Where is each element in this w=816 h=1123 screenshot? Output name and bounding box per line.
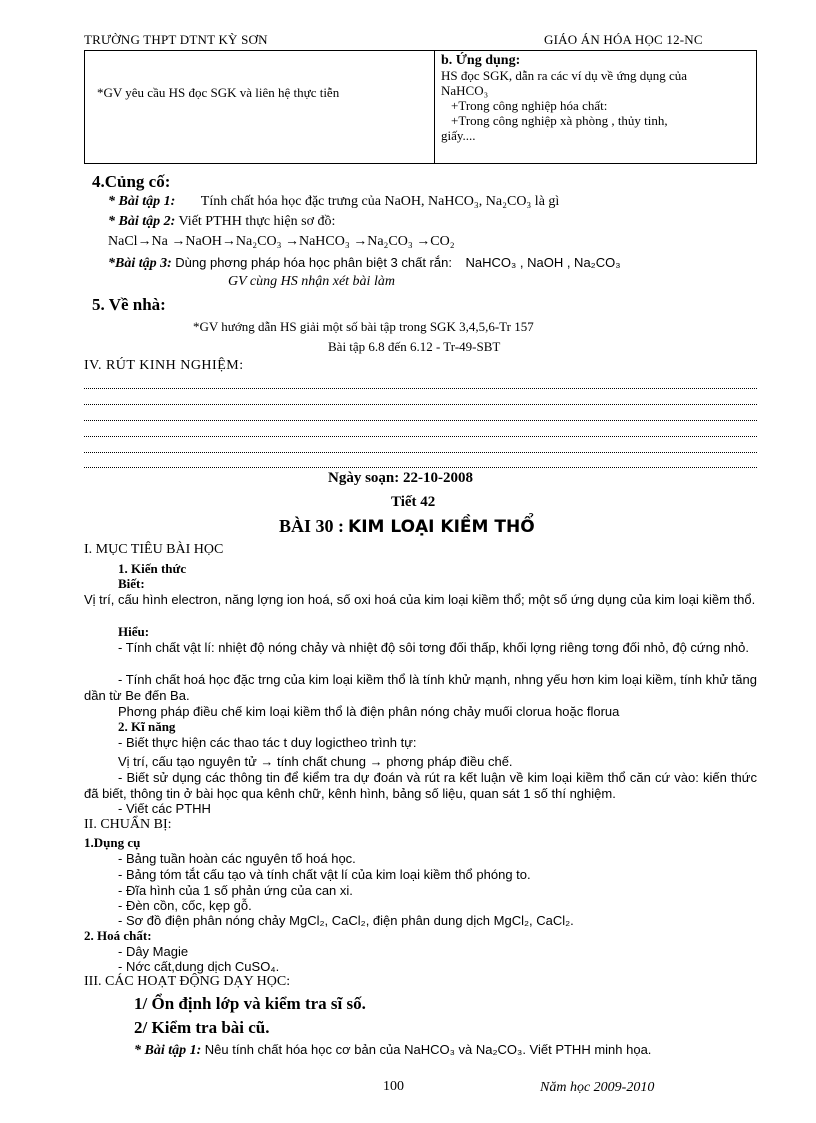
teacher-activity-cell [85, 51, 435, 164]
school-name: TRƯỜNG THPT DTNT KỲ SƠN [84, 32, 268, 47]
bt1-label: * Bài tập 1: [108, 194, 176, 209]
ki-nang-line: - Viết các PTHH [118, 801, 211, 816]
lesson-title-main: KIM LOẠI KIỀM THỔ [348, 517, 535, 537]
hieu-line: Phơng pháp điều chế kim loại kiềm thổ là điện phân nóng chảy muối clorua hoặc florua [118, 704, 620, 719]
cung-co-bt1 [108, 194, 559, 210]
dung-cu-item: - Bảng tuần hoàn các nguyên tố hoá học. [118, 851, 356, 866]
kiem-tra-bai-cu: 2/ Kiểm tra bài cũ. [134, 1018, 270, 1037]
dung-cu-item: - Đèn cồn, cốc, kẹp gỗ. [118, 898, 252, 913]
rut-kinh-nghiem-heading: IV. RÚT KINH NGHIỆM: [84, 358, 244, 373]
sequence-step: tính chất chung [277, 754, 366, 769]
dung-cu-label: 1.Dụng cụ [84, 835, 141, 850]
student-activity-cell [435, 51, 757, 164]
ung-dung-title: b. Ứng dụng: [441, 53, 521, 68]
ung-dung-line: HS đọc SGK, dẫn ra các ví dụ về ứng dụng của [441, 68, 688, 83]
tiet-number: Tiết 42 [391, 494, 436, 510]
dotted-line [84, 436, 757, 437]
ki-nang-label: 2. Kĩ năng [118, 719, 176, 734]
bt2-text: Viết PTHH thực hiện sơ đồ: [178, 214, 336, 229]
sequence-step: phơng pháp điều chế. [386, 754, 513, 769]
on-dinh-lop: 1/ Ổn định lớp và kiểm tra sĩ số. [134, 994, 366, 1013]
bt3-label: *Bài tập 3: [108, 256, 172, 271]
page-number: 100 [383, 1079, 404, 1094]
hoa-chat-label: 2. Hoá chất: [84, 928, 152, 943]
biet-label: Biết: [118, 576, 145, 591]
bt1-text: Tính chất hóa học đặc trưng của NaOH, NaHCO₃, Na₂CO₃ là gì [200, 194, 560, 209]
dotted-line [84, 404, 757, 405]
reaction-scheme: NaCl→Na →NaOH→Na₂CO₃ →NaHCO₃ →Na₂CO₃ →CO₂ [108, 234, 455, 249]
muc-tieu-heading: I. MỤC TIÊU BÀI HỌC [84, 542, 224, 557]
kiem-tra-bt1 [134, 1042, 651, 1059]
cung-co-bt3 [108, 255, 621, 272]
teacher-activity-text: *GV yêu cầu HS đọc SGK và liên hệ thực tiễn [97, 85, 340, 100]
biet-text: Vị trí, cấu hình electron, năng lợng ion hoá, số oxi hoá của kim loại kiềm thổ; một số ứng dụng của kim loại kiềm thổ. [84, 592, 756, 607]
hoa-chat-item: - Nớc cất,dung dịch CuSO₄. [118, 959, 280, 974]
dung-cu-item: - Sơ đồ điện phân nóng chảy MgCl₂, CaCl₂, điện phân dung dịch MgCl₂, CaCl₂. [118, 913, 574, 928]
dung-cu-item: - Bảng tóm tắt cấu tạo và tính chất vật lí của kim loại kiềm thổ phóng to. [118, 867, 531, 882]
hieu-line: - Tính chất vật lí: nhiệt độ nóng chảy và nhiệt độ sôi tơng đối thấp, khối lợng riêng tơng đối nhỏ, độ cứng nhỏ. [118, 640, 750, 655]
ve-nha-heading: 5. Về nhà: [92, 295, 166, 314]
ung-dung-line: giấy.... [441, 128, 476, 143]
activity-table [84, 50, 757, 164]
dung-cu-item: - Đĩa hình của 1 số phản ứng của can xi. [118, 883, 353, 898]
kien-thuc-label: 1. Kiến thức [118, 561, 187, 576]
arrow-icon: → [369, 754, 383, 769]
lesson-title-prefix: BÀI 30 : [279, 516, 345, 536]
cung-co-bt2 [108, 214, 335, 230]
ve-nha-line1: *GV hướng dẫn HS giải một số bài tập trong SGK 3,4,5,6-Tr 157 [193, 319, 534, 334]
dotted-line [84, 467, 757, 468]
hieu-label: Hiểu: [118, 624, 150, 639]
sequence-step: Vị trí, cấu tạo nguyên tử [118, 754, 257, 769]
kt-bt1-text: Nêu tính chất hóa học cơ bản của NaHCO₃ và Na₂CO₃. Viết PTHH minh họa. [204, 1042, 652, 1057]
bt2-label: * Bài tập 2: [108, 214, 176, 229]
ve-nha-line2: Bài tập 6.8 đến 6.12 - Tr-49-SBT [328, 339, 501, 354]
hoa-chat-item: - Dây Magie [118, 944, 189, 959]
school-year: Năm học 2009-2010 [540, 1080, 655, 1095]
bt3-chemicals: NaHCO₃ , NaOH , Na₂CO₃ [465, 255, 621, 270]
bt3-text: Dùng phơng pháp hóa học phân biệt 3 chất rắn: [175, 255, 452, 270]
chuan-bi-heading: II. CHUẨN BỊ: [84, 817, 172, 832]
gv-note: GV cùng HS nhận xét bài làm [228, 274, 395, 289]
ung-dung-line: +Trong công nghiệp xà phòng , thủy tinh, [451, 113, 668, 128]
ki-nang-line: - Biết sử dụng các thông tin để kiểm tra dự đoán và rút ra kết luận về kim loại kiềm thổ căn cứ vào: kiến thức đã biết, thông tin ở bài học qua kênh chữ, kênh hình, bảng số liệu, quan sát 1 số thí nghiệm. [84, 770, 757, 801]
hieu-line: - Tính chất hoá học đặc trng của kim loại kiềm thổ là tính khử mạnh, nhng yếu hơn kim loại kiềm, tính khử tăng dần từ Be đến Ba. [84, 672, 757, 703]
cung-co-heading: 4.Củng cố: [92, 172, 171, 191]
lesson-title [279, 516, 535, 537]
ung-dung-line: +Trong công nghiệp hóa chất: [451, 98, 608, 113]
kt-bt1-label: * Bài tập 1: [134, 1043, 202, 1058]
dotted-line [84, 420, 757, 421]
hoat-dong-heading: III. CÁC HOẠT ĐỘNG DẠY HỌC: [84, 974, 291, 989]
ung-dung-line: NaHCO₃ [441, 83, 489, 98]
ki-nang-line: - Biết thực hiện các thao tác t duy logictheo trình tự: [118, 735, 417, 750]
ki-nang-sequence [118, 754, 513, 769]
arrow-icon: → [260, 754, 274, 769]
dotted-line [84, 388, 757, 389]
dotted-line [84, 452, 757, 453]
subject-title: GIÁO ÁN HÓA HỌC 12-NC [544, 32, 703, 47]
ngay-soan: Ngày soạn: 22-10-2008 [328, 470, 473, 486]
